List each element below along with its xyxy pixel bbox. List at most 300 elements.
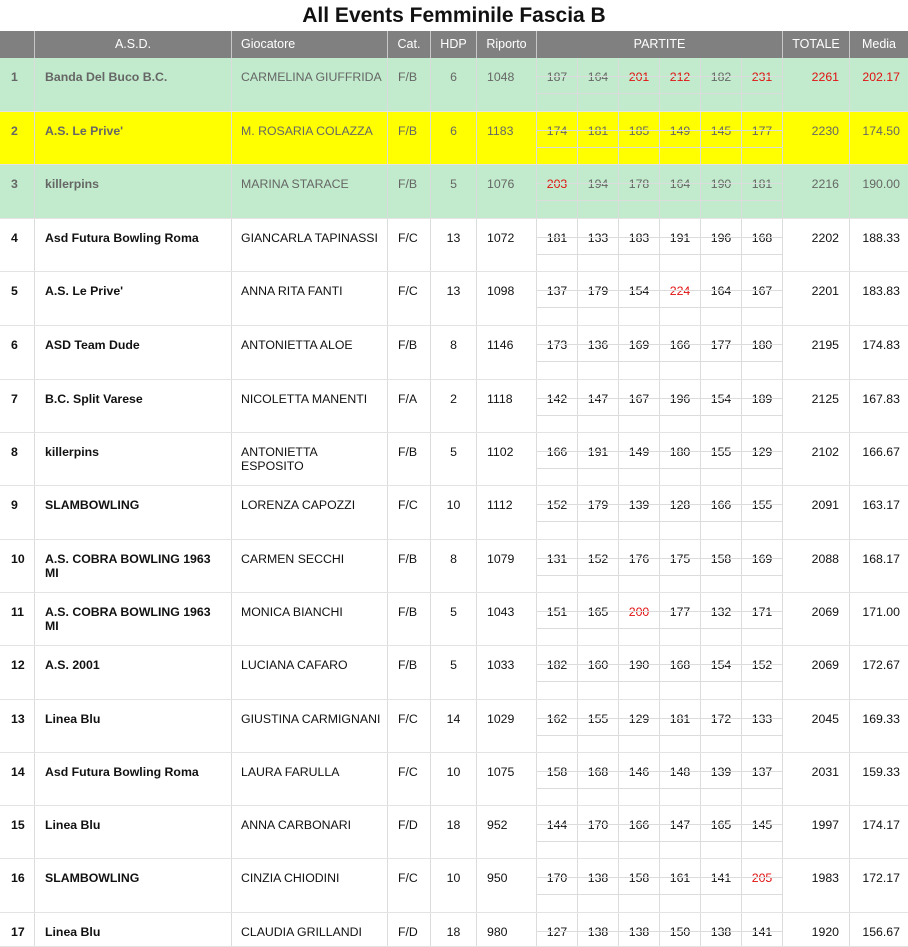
cell-totale: 1983 xyxy=(811,871,839,885)
cell-totale-wrap xyxy=(783,753,850,805)
cell-riporto-wrap xyxy=(477,700,537,752)
cell-totale-wrap xyxy=(783,326,850,379)
cell-game-2: 133 xyxy=(587,231,609,245)
cell-game-5: 172 xyxy=(710,712,732,726)
table-row xyxy=(0,380,908,433)
table-row xyxy=(0,112,908,165)
header-partite: PARTITE xyxy=(537,31,783,58)
cell-riporto-wrap xyxy=(477,753,537,805)
cell-game-wrap xyxy=(701,806,742,858)
table-row xyxy=(0,326,908,380)
cell-game-1: 174 xyxy=(546,124,568,138)
cell-riporto: 950 xyxy=(487,871,508,885)
cell-game-wrap xyxy=(537,219,578,271)
game-subrow-divider xyxy=(537,451,783,452)
cell-asd: A.S. COBRA BOWLING 1963 MI xyxy=(45,605,211,633)
cell-asd-wrap xyxy=(35,58,232,111)
cell-game-2: 179 xyxy=(587,498,609,512)
cell-riporto-wrap xyxy=(477,272,537,325)
cell-cat-wrap xyxy=(388,433,431,485)
cell-game-wrap xyxy=(537,859,578,912)
cell-asd-wrap xyxy=(35,380,232,432)
cell-totale-wrap xyxy=(783,380,850,432)
table-row xyxy=(0,646,908,700)
cell-game-wrap xyxy=(742,859,783,912)
cell-player-wrap xyxy=(232,540,388,592)
cell-hdp-wrap xyxy=(431,593,477,645)
table-row xyxy=(0,753,908,806)
cell-totale-wrap xyxy=(783,806,850,858)
cell-game-5: 166 xyxy=(710,498,732,512)
cell-game-4: 191 xyxy=(669,231,691,245)
page-title: All Events Femminile Fascia B xyxy=(302,4,606,27)
cell-game-wrap xyxy=(742,58,783,111)
cell-player: MARINA STARACE xyxy=(241,177,349,191)
cell-game-2: 138 xyxy=(587,871,609,885)
cell-player: LAURA FARULLA xyxy=(241,765,340,779)
cell-game-wrap xyxy=(619,433,660,485)
cell-game-3: 158 xyxy=(628,871,650,885)
cell-media: 169.33 xyxy=(862,712,900,726)
cell-game-5: 141 xyxy=(710,871,732,885)
cell-game-6: 152 xyxy=(751,658,773,672)
cell-cat: F/C xyxy=(398,498,418,512)
cell-player-wrap xyxy=(232,433,388,485)
cell-cat-wrap xyxy=(388,165,431,218)
cell-game-wrap xyxy=(619,646,660,699)
cell-game-wrap xyxy=(537,112,578,164)
cell-player-wrap xyxy=(232,646,388,699)
cell-game-1: 203 xyxy=(546,177,568,191)
cell-totale-wrap xyxy=(783,433,850,485)
cell-game-wrap xyxy=(619,593,660,645)
cell-game-3: 176 xyxy=(628,552,650,566)
cell-media: 183.83 xyxy=(862,284,900,298)
cell-game-1: 173 xyxy=(546,338,568,352)
cell-hdp: 18 xyxy=(446,818,461,832)
cell-position: 15 xyxy=(11,818,25,832)
cell-cat-wrap xyxy=(388,700,431,752)
game-subrow-divider xyxy=(537,841,783,842)
cell-position: 17 xyxy=(11,925,25,939)
cell-hdp: 5 xyxy=(450,445,457,459)
cell-asd-wrap xyxy=(35,540,232,592)
cell-game-1: 127 xyxy=(546,925,568,939)
cell-hdp: 13 xyxy=(446,231,461,245)
cell-player-wrap xyxy=(232,165,388,218)
cell-game-2: 179 xyxy=(587,284,609,298)
cell-game-5: 164 xyxy=(710,284,732,298)
cell-game-wrap xyxy=(578,219,619,271)
cell-cat: F/B xyxy=(398,605,418,619)
cell-totale-wrap xyxy=(783,859,850,912)
game-subrow-divider xyxy=(537,575,783,576)
cell-game-5: 145 xyxy=(710,124,732,138)
cell-asd-wrap xyxy=(35,593,232,645)
cell-asd-wrap xyxy=(35,753,232,805)
cell-position: 10 xyxy=(11,552,25,566)
cell-cat: F/A xyxy=(398,392,418,406)
game-subrow-divider xyxy=(537,824,783,825)
cell-hdp-wrap xyxy=(431,433,477,485)
cell-media: 172.17 xyxy=(862,871,900,885)
cell-asd-wrap xyxy=(35,806,232,858)
cell-player: ANTONIETTA ESPOSITO xyxy=(241,445,318,473)
cell-media: 188.33 xyxy=(862,231,900,245)
cell-game-4: 148 xyxy=(669,765,691,779)
cell-game-wrap xyxy=(742,272,783,325)
cell-game-wrap xyxy=(578,593,619,645)
table-row xyxy=(0,433,908,486)
cell-game-wrap xyxy=(578,272,619,325)
cell-position-wrap xyxy=(0,380,35,432)
cell-position: 12 xyxy=(11,658,25,672)
cell-asd: killerpins xyxy=(45,177,99,191)
cell-game-wrap xyxy=(701,540,742,592)
cell-riporto: 1048 xyxy=(487,70,515,84)
cell-game-4: 166 xyxy=(669,338,691,352)
table-row xyxy=(0,859,908,913)
cell-asd: Linea Blu xyxy=(45,925,101,939)
cell-totale-wrap xyxy=(783,112,850,164)
table-row xyxy=(0,806,908,859)
cell-game-wrap xyxy=(742,219,783,271)
cell-player: ANNA CARBONARI xyxy=(241,818,352,832)
cell-game-wrap xyxy=(619,326,660,379)
cell-hdp: 2 xyxy=(450,392,457,406)
cell-media-wrap xyxy=(850,486,908,539)
cell-cat: F/B xyxy=(398,70,418,84)
cell-cat-wrap xyxy=(388,646,431,699)
cell-game-4: 164 xyxy=(669,177,691,191)
cell-hdp-wrap xyxy=(431,219,477,271)
cell-game-6: 180 xyxy=(751,338,773,352)
cell-game-5: 190 xyxy=(710,177,732,191)
cell-game-wrap xyxy=(660,806,701,858)
cell-game-6: 129 xyxy=(751,445,773,459)
cell-riporto-wrap xyxy=(477,859,537,912)
cell-cat-wrap xyxy=(388,593,431,645)
game-subrow-divider xyxy=(537,76,783,77)
cell-player: GIANCARLA TAPINASSI xyxy=(241,231,378,245)
cell-riporto: 1112 xyxy=(487,498,513,512)
header-media: Media xyxy=(861,37,897,51)
cell-cat-wrap xyxy=(388,753,431,805)
cell-media-wrap xyxy=(850,112,908,164)
cell-hdp-wrap xyxy=(431,913,477,946)
cell-game-1: 142 xyxy=(546,392,568,406)
cell-position-wrap xyxy=(0,326,35,379)
game-subrow-divider xyxy=(537,504,783,505)
cell-cat: F/D xyxy=(398,818,418,832)
cell-game-wrap xyxy=(578,859,619,912)
cell-game-5: 154 xyxy=(710,392,732,406)
cell-game-wrap xyxy=(537,272,578,325)
cell-position-wrap xyxy=(0,753,35,805)
cell-position-wrap xyxy=(0,58,35,111)
cell-media: 174.17 xyxy=(862,818,900,832)
cell-asd-wrap xyxy=(35,433,232,485)
cell-game-3: 154 xyxy=(628,284,650,298)
cell-riporto: 980 xyxy=(487,925,508,939)
cell-game-wrap xyxy=(742,593,783,645)
cell-game-wrap xyxy=(660,593,701,645)
cell-position: 1 xyxy=(11,70,18,84)
cell-game-wrap xyxy=(578,753,619,805)
cell-hdp-wrap xyxy=(431,486,477,539)
cell-game-4: 224 xyxy=(669,284,691,298)
cell-game-wrap xyxy=(660,433,701,485)
cell-media: 190.00 xyxy=(862,177,900,191)
cell-totale-wrap xyxy=(783,913,850,946)
cell-position: 2 xyxy=(11,124,18,138)
cell-media-wrap xyxy=(850,913,908,946)
cell-cat: F/C xyxy=(398,712,418,726)
cell-game-6: 168 xyxy=(751,231,773,245)
cell-player: MONICA BIANCHI xyxy=(241,605,343,619)
cell-asd-wrap xyxy=(35,112,232,164)
cell-game-wrap xyxy=(578,806,619,858)
cell-game-wrap xyxy=(619,219,660,271)
cell-game-5: 155 xyxy=(710,445,732,459)
cell-game-5: 182 xyxy=(710,70,732,84)
cell-hdp-wrap xyxy=(431,540,477,592)
cell-game-wrap xyxy=(660,112,701,164)
cell-position-wrap xyxy=(0,433,35,485)
game-subrow-divider xyxy=(537,290,783,291)
cell-game-wrap xyxy=(619,913,660,946)
cell-asd: A.S. Le Prive' xyxy=(45,284,124,298)
table-header xyxy=(0,31,908,58)
cell-riporto-wrap xyxy=(477,326,537,379)
game-subrow-divider xyxy=(537,307,783,308)
cell-game-3: 129 xyxy=(628,712,650,726)
cell-game-wrap xyxy=(578,486,619,539)
cell-media: 174.83 xyxy=(862,338,900,352)
cell-totale: 2195 xyxy=(811,338,839,352)
cell-cat-wrap xyxy=(388,219,431,271)
cell-player-wrap xyxy=(232,219,388,271)
game-subrow-divider xyxy=(537,735,783,736)
game-subrow-divider xyxy=(537,130,783,131)
cell-game-4: 147 xyxy=(669,818,691,832)
cell-asd: SLAMBOWLING xyxy=(45,498,140,512)
cell-game-1: 187 xyxy=(546,70,568,84)
cell-player: CARMELINA GIUFFRIDA xyxy=(241,70,382,84)
cell-game-wrap xyxy=(578,58,619,111)
cell-media-wrap xyxy=(850,806,908,858)
cell-position: 5 xyxy=(11,284,18,298)
cell-game-2: 191 xyxy=(587,445,609,459)
cell-hdp-wrap xyxy=(431,700,477,752)
cell-game-wrap xyxy=(619,486,660,539)
cell-game-wrap xyxy=(701,646,742,699)
cell-cat: F/C xyxy=(398,765,418,779)
cell-cat-wrap xyxy=(388,272,431,325)
cell-game-wrap xyxy=(742,806,783,858)
cell-asd-wrap xyxy=(35,646,232,699)
cell-game-wrap xyxy=(742,112,783,164)
cell-game-2: 194 xyxy=(587,177,609,191)
cell-game-5: 154 xyxy=(710,658,732,672)
cell-game-wrap xyxy=(619,540,660,592)
game-subrow-divider xyxy=(537,771,783,772)
cell-position: 7 xyxy=(11,392,18,406)
cell-game-wrap xyxy=(578,646,619,699)
cell-player-wrap xyxy=(232,700,388,752)
cell-game-2: 170 xyxy=(587,818,609,832)
cell-game-2: 160 xyxy=(587,658,609,672)
cell-riporto-wrap xyxy=(477,58,537,111)
cell-game-wrap xyxy=(619,380,660,432)
cell-media-wrap xyxy=(850,753,908,805)
cell-game-wrap xyxy=(578,165,619,218)
cell-asd: SLAMBOWLING xyxy=(45,871,140,885)
cell-game-wrap xyxy=(537,700,578,752)
cell-game-wrap xyxy=(619,165,660,218)
cell-game-wrap xyxy=(701,486,742,539)
cell-player-wrap xyxy=(232,859,388,912)
cell-game-wrap xyxy=(578,913,619,946)
cell-game-5: 177 xyxy=(710,338,732,352)
game-subrow-divider xyxy=(537,254,783,255)
cell-cat: F/B xyxy=(398,338,418,352)
cell-media: 168.17 xyxy=(862,552,900,566)
cell-game-1: 144 xyxy=(546,818,568,832)
cell-asd: Linea Blu xyxy=(45,818,101,832)
cell-totale-wrap xyxy=(783,700,850,752)
game-subrow-divider xyxy=(537,200,783,201)
cell-game-wrap xyxy=(660,753,701,805)
cell-game-wrap xyxy=(660,859,701,912)
game-subrow-divider xyxy=(537,788,783,789)
cell-game-4: 149 xyxy=(669,124,691,138)
cell-riporto-wrap xyxy=(477,593,537,645)
cell-riporto-wrap xyxy=(477,486,537,539)
cell-media-wrap xyxy=(850,859,908,912)
cell-game-wrap xyxy=(701,859,742,912)
header-cat: Cat. xyxy=(388,31,431,58)
game-subrow-divider xyxy=(537,415,783,416)
cell-cat-wrap xyxy=(388,112,431,164)
cell-game-wrap xyxy=(660,165,701,218)
cell-cat: F/C xyxy=(398,284,418,298)
cell-hdp-wrap xyxy=(431,165,477,218)
cell-position-wrap xyxy=(0,593,35,645)
cell-media-wrap xyxy=(850,646,908,699)
cell-hdp-wrap xyxy=(431,380,477,432)
cell-game-wrap xyxy=(660,272,701,325)
cell-game-wrap xyxy=(537,165,578,218)
cell-hdp-wrap xyxy=(431,806,477,858)
table-row xyxy=(0,593,908,646)
cell-player-wrap xyxy=(232,272,388,325)
cell-game-wrap xyxy=(537,58,578,111)
cell-cat: F/B xyxy=(398,552,418,566)
cell-media-wrap xyxy=(850,58,908,111)
cell-hdp-wrap xyxy=(431,272,477,325)
cell-hdp: 10 xyxy=(446,765,461,779)
cell-game-3: 169 xyxy=(628,338,650,352)
cell-asd-wrap xyxy=(35,486,232,539)
cell-game-wrap xyxy=(742,753,783,805)
cell-totale-wrap xyxy=(783,219,850,271)
cell-game-wrap xyxy=(619,806,660,858)
cell-game-5: 196 xyxy=(710,231,732,245)
cell-game-3: 190 xyxy=(628,658,650,672)
game-subrow-divider xyxy=(537,468,783,469)
cell-totale: 2216 xyxy=(811,177,839,191)
cell-game-6: 205 xyxy=(751,871,773,885)
cell-game-wrap xyxy=(742,380,783,432)
cell-game-wrap xyxy=(578,326,619,379)
cell-game-2: 168 xyxy=(587,765,609,779)
cell-game-4: 177 xyxy=(669,605,691,619)
cell-game-wrap xyxy=(742,326,783,379)
cell-position-wrap xyxy=(0,540,35,592)
cell-game-5: 139 xyxy=(710,765,732,779)
cell-asd: ASD Team Dude xyxy=(45,338,140,352)
cell-game-2: 155 xyxy=(587,712,609,726)
cell-game-3: 167 xyxy=(628,392,650,406)
cell-media-wrap xyxy=(850,326,908,379)
cell-totale: 2091 xyxy=(811,498,839,512)
cell-game-wrap xyxy=(537,646,578,699)
cell-media-wrap xyxy=(850,540,908,592)
game-subrow-divider xyxy=(537,237,783,238)
cell-game-4: 212 xyxy=(669,70,691,84)
cell-position: 6 xyxy=(11,338,18,352)
cell-game-3: 178 xyxy=(628,177,650,191)
cell-player: NICOLETTA MANENTI xyxy=(241,392,368,406)
cell-game-wrap xyxy=(660,646,701,699)
cell-game-wrap xyxy=(701,913,742,946)
cell-game-wrap xyxy=(742,486,783,539)
table-row xyxy=(0,700,908,753)
cell-game-wrap xyxy=(619,859,660,912)
cell-game-wrap xyxy=(701,700,742,752)
cell-cat-wrap xyxy=(388,859,431,912)
cell-game-4: 168 xyxy=(669,658,691,672)
cell-asd: Banda Del Buco B.C. xyxy=(45,70,168,84)
cell-media: 171.00 xyxy=(862,605,900,619)
cell-asd-wrap xyxy=(35,272,232,325)
cell-asd: killerpins xyxy=(45,445,99,459)
cell-game-2: 147 xyxy=(587,392,609,406)
cell-asd-wrap xyxy=(35,859,232,912)
cell-game-4: 175 xyxy=(669,552,691,566)
cell-game-wrap xyxy=(537,540,578,592)
cell-game-wrap xyxy=(537,486,578,539)
cell-totale-wrap xyxy=(783,540,850,592)
cell-game-wrap xyxy=(742,540,783,592)
cell-riporto-wrap xyxy=(477,433,537,485)
cell-game-2: 165 xyxy=(587,605,609,619)
cell-game-6: 171 xyxy=(751,605,773,619)
cell-asd-wrap xyxy=(35,165,232,218)
cell-riporto-wrap xyxy=(477,380,537,432)
cell-riporto: 1072 xyxy=(487,231,515,245)
cell-asd: Linea Blu xyxy=(45,712,101,726)
cell-hdp: 5 xyxy=(450,605,457,619)
cell-player-wrap xyxy=(232,380,388,432)
cell-hdp-wrap xyxy=(431,859,477,912)
game-subrow-divider xyxy=(537,877,783,878)
cell-totale-wrap xyxy=(783,486,850,539)
cell-totale: 2088 xyxy=(811,552,839,566)
cell-player: CLAUDIA GRILLANDI xyxy=(241,925,362,939)
cell-media: 172.67 xyxy=(862,658,900,672)
